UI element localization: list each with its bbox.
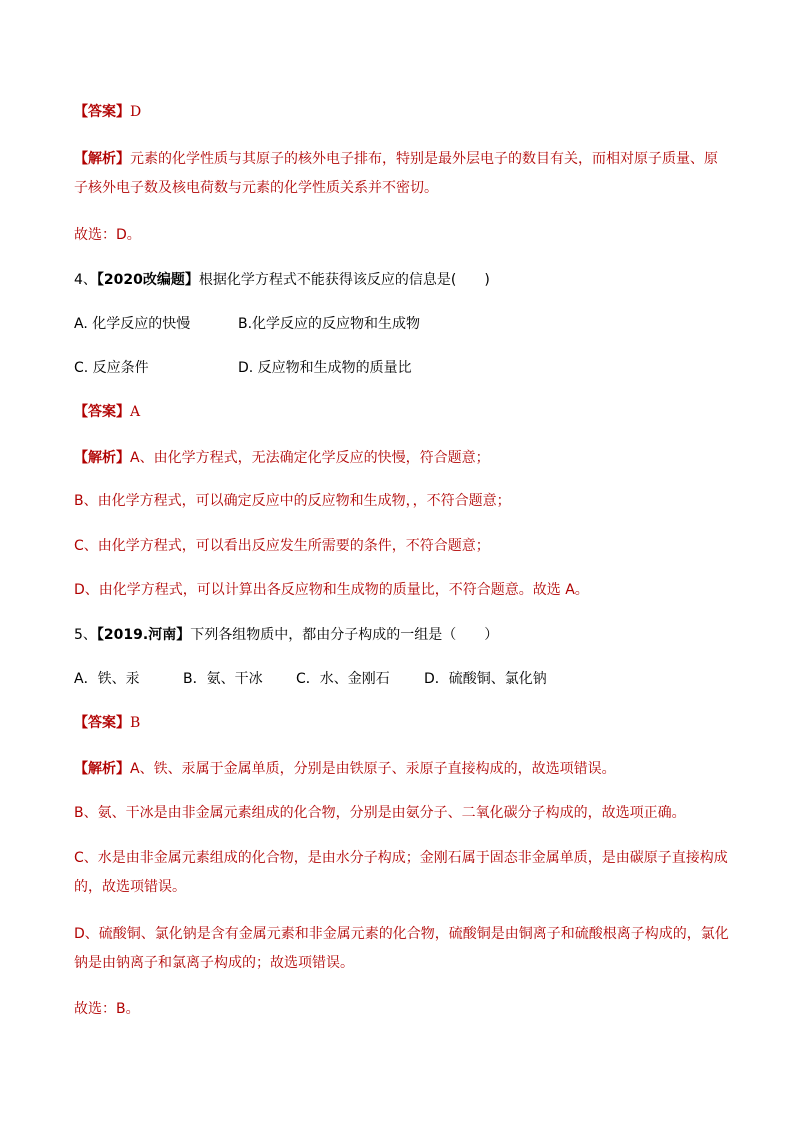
answer-value: D: [130, 104, 142, 120]
q4-stem: [74, 270, 490, 290]
answer-tag: 【答案】: [74, 715, 130, 731]
q5-analysis-b: B、氨、干冰是由非金属元素组成的化合物，分别是由氨分子、二氧化碳分子构成的，故选项正确。: [74, 805, 686, 821]
q4-answer: [74, 402, 140, 422]
q5-analysis-d-line2: 钠是由钠离子和氯离子构成的；故选项错误。: [74, 955, 354, 971]
answer-tag: 【答案】: [74, 404, 130, 420]
answer-value: A: [130, 404, 141, 420]
q4-option-b: B.化学反应的反应物和生成物: [238, 316, 421, 332]
source-tag: 【2020改编题】: [96, 272, 199, 288]
analysis-text: 元素的化学性质与其原子的核外电子排布，特别是最外层电子的数目有关，而相对原子质量、原: [130, 151, 718, 167]
q3-answer: [74, 102, 141, 122]
q5-analysis-d-line1: D、硫酸铜、氯化钠是含有金属元素和非金属元素的化合物，硫酸铜是由铜离子和硫酸根离子构成的，氯化: [74, 926, 729, 942]
source-tag: 【2019.河南】: [96, 627, 191, 643]
q5-analysis-c-line2: 的，故选项错误。: [74, 879, 186, 895]
q4-option-d: D. 反应物和生成物的质量比: [238, 360, 412, 376]
q4-option-a: A. 化学反应的快慢: [74, 316, 191, 332]
q4-analysis-b: B、由化学方程式，可以确定反应中的反应物和生成物，，不符合题意；: [74, 493, 511, 509]
analysis-tag: 【解析】: [74, 151, 130, 167]
question-number: 5、: [74, 627, 97, 643]
q5-option-c: C．水、金刚石: [296, 671, 390, 687]
q3-analysis-line1: [74, 149, 718, 169]
q5-option-a: A．铁、汞: [74, 671, 140, 687]
analysis-tag: 【解析】: [74, 450, 130, 466]
q5-stem: [74, 625, 498, 645]
analysis-tag: 【解析】: [74, 761, 130, 777]
question-text: 下列各组物质中，都由分子构成的一组是（ ）: [190, 627, 499, 643]
q5-answer: [74, 713, 140, 733]
q4-analysis-a: [74, 448, 490, 468]
q4-analysis-d: D、由化学方程式，可以计算出各反应物和生成物的质量比，不符合题意。故选 A。: [74, 582, 589, 598]
q3-analysis-line2: 子核外电子数及核电荷数与元素的化学性质关系并不密切。: [74, 180, 438, 196]
answer-value: B: [130, 715, 141, 731]
q5-option-b: B．氨、干冰: [183, 671, 263, 687]
q4-option-c: C. 反应条件: [74, 360, 149, 376]
analysis-text: A、铁、汞属于金属单质，分别是由铁原子、汞原子直接构成的，故选项错误。: [130, 761, 616, 777]
q5-choice: 故选：B。: [74, 1001, 140, 1017]
analysis-text: A、由化学方程式，无法确定化学反应的快慢，符合题意；: [130, 450, 490, 466]
question-number: 4、: [74, 272, 97, 288]
q5-option-d: D．硫酸铜、氯化钠: [424, 671, 547, 687]
q3-choice: 故选：D。: [74, 227, 141, 243]
q4-analysis-c: C、由化学方程式，可以看出反应发生所需要的条件，不符合题意；: [74, 538, 490, 554]
q5-analysis-c-line1: C、水是由非金属元素组成的化合物，是由水分子构成；金刚石属于固态非金属单质，是由碳原子直接构成: [74, 850, 728, 866]
answer-tag: 【答案】: [74, 104, 130, 120]
q5-analysis-a: [74, 759, 616, 779]
question-text: 根据化学方程式不能获得该反应的信息是( ): [198, 272, 490, 288]
